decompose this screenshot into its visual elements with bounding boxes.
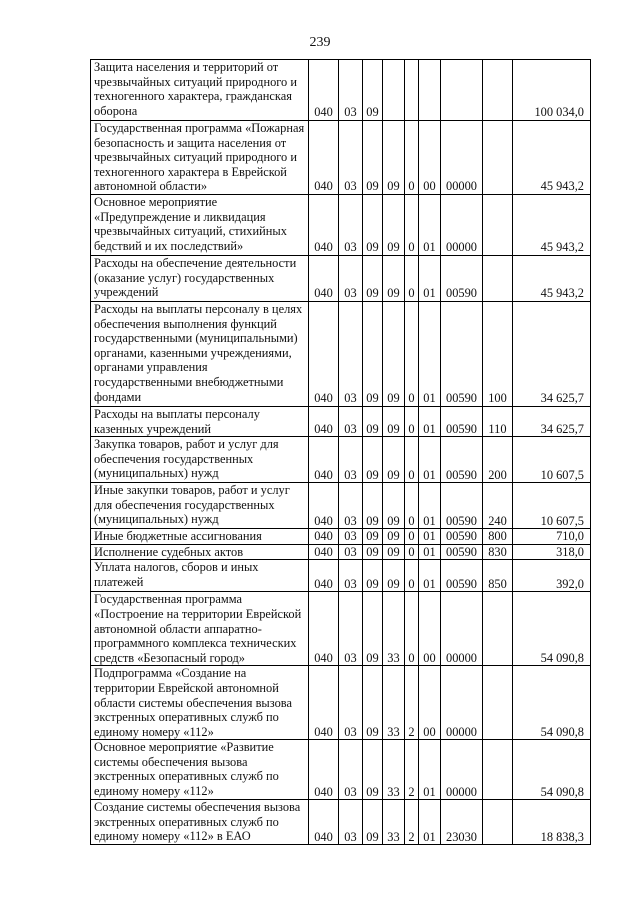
amount: 318,0: [513, 544, 591, 560]
direction-code: 00590: [441, 544, 483, 560]
amount: 392,0: [513, 560, 591, 592]
activity-code: 01: [419, 544, 441, 560]
program-code: 33: [383, 666, 405, 740]
subsection-code: 09: [363, 121, 383, 195]
section-code: 03: [339, 529, 363, 545]
direction-code: 00000: [441, 121, 483, 195]
program-code: 09: [383, 121, 405, 195]
ministry-code: 040: [309, 60, 339, 121]
row-name: Расходы на выплаты персоналу в целях обеспечения выполнения функций государственными (муниципальными) органами, казенными учреждениями, органами управления государственными внебюджетными фондами: [91, 301, 309, 406]
program-code: 09: [383, 437, 405, 483]
row-name: Создание системы обеспечения вызова экстренных оперативных служб по единому номеру «112» в ЕАО: [91, 800, 309, 845]
budget-table: [90, 59, 591, 845]
section-code: 03: [339, 255, 363, 301]
section-code: 03: [339, 800, 363, 845]
program-code: 33: [383, 800, 405, 845]
ministry-code: 040: [309, 800, 339, 845]
expense-type-code: 830: [483, 544, 513, 560]
subsection-code: 09: [363, 800, 383, 845]
section-code: 03: [339, 301, 363, 406]
program-code: 09: [383, 301, 405, 406]
ministry-code: 040: [309, 301, 339, 406]
row-name: Иные закупки товаров, работ и услуг для обеспечения государственных (муниципальных) нужд: [91, 483, 309, 529]
activity-code: 00: [419, 592, 441, 666]
amount: 10 607,5: [513, 483, 591, 529]
table-row: [91, 60, 591, 121]
table-row: [91, 437, 591, 483]
subprogram-code: 0: [405, 544, 419, 560]
activity-code: 00: [419, 121, 441, 195]
subprogram-code: 0: [405, 483, 419, 529]
ministry-code: 040: [309, 529, 339, 545]
amount: 45 943,2: [513, 194, 591, 255]
subsection-code: 09: [363, 437, 383, 483]
subsection-code: 09: [363, 529, 383, 545]
row-name: Уплата налогов, сборов и иных платежей: [91, 560, 309, 592]
subsection-code: 09: [363, 740, 383, 800]
section-code: 03: [339, 544, 363, 560]
section-code: 03: [339, 592, 363, 666]
expense-type-code: [483, 60, 513, 121]
amount: 710,0: [513, 529, 591, 545]
table-row: [91, 301, 591, 406]
table-row: [91, 544, 591, 560]
program-code: 09: [383, 194, 405, 255]
program-code: 09: [383, 406, 405, 436]
table-row: [91, 121, 591, 195]
program-code: 09: [383, 544, 405, 560]
table-row: [91, 255, 591, 301]
amount: 45 943,2: [513, 121, 591, 195]
subprogram-code: 2: [405, 740, 419, 800]
activity-code: 01: [419, 194, 441, 255]
direction-code: 00000: [441, 194, 483, 255]
table-row: [91, 529, 591, 545]
subprogram-code: 0: [405, 255, 419, 301]
direction-code: 00590: [441, 406, 483, 436]
activity-code: [419, 60, 441, 121]
expense-type-code: 850: [483, 560, 513, 592]
direction-code: 00000: [441, 666, 483, 740]
ministry-code: 040: [309, 406, 339, 436]
ministry-code: 040: [309, 437, 339, 483]
subprogram-code: 0: [405, 560, 419, 592]
subsection-code: 09: [363, 483, 383, 529]
expense-type-code: 200: [483, 437, 513, 483]
amount: 54 090,8: [513, 592, 591, 666]
subprogram-code: 0: [405, 529, 419, 545]
ministry-code: 040: [309, 255, 339, 301]
expense-type-code: [483, 740, 513, 800]
subprogram-code: 0: [405, 406, 419, 436]
expense-type-code: 100: [483, 301, 513, 406]
row-name: Расходы на обеспечение деятельности (оказание услуг) государственных учреждений: [91, 255, 309, 301]
amount: 10 607,5: [513, 437, 591, 483]
table-row: [91, 800, 591, 845]
ministry-code: 040: [309, 560, 339, 592]
subsection-code: 09: [363, 255, 383, 301]
ministry-code: 040: [309, 544, 339, 560]
ministry-code: 040: [309, 194, 339, 255]
table-row: [91, 560, 591, 592]
subsection-code: 09: [363, 592, 383, 666]
row-name: Иные бюджетные ассигнования: [91, 529, 309, 545]
row-name: Государственная программа «Пожарная безопасность и защита населения от чрезвычайных ситуаций природного и техногенного характера в Еврейской автономной области»: [91, 121, 309, 195]
section-code: 03: [339, 121, 363, 195]
subsection-code: 09: [363, 666, 383, 740]
ministry-code: 040: [309, 483, 339, 529]
expense-type-code: 240: [483, 483, 513, 529]
budget-table-body: [91, 60, 591, 845]
expense-type-code: [483, 121, 513, 195]
program-code: 09: [383, 560, 405, 592]
row-name: Исполнение судебных актов: [91, 544, 309, 560]
activity-code: 01: [419, 437, 441, 483]
row-name: Закупка товаров, работ и услуг для обеспечения государственных (муниципальных) нужд: [91, 437, 309, 483]
expense-type-code: [483, 800, 513, 845]
amount: 45 943,2: [513, 255, 591, 301]
amount: 18 838,3: [513, 800, 591, 845]
ministry-code: 040: [309, 592, 339, 666]
activity-code: 01: [419, 529, 441, 545]
program-code: 09: [383, 483, 405, 529]
direction-code: 00590: [441, 255, 483, 301]
section-code: 03: [339, 437, 363, 483]
amount: 34 625,7: [513, 301, 591, 406]
row-name: Государственная программа «Построение на территории Еврейской автономной области аппаратно-программного комплекса технических средств «Безопасный город»: [91, 592, 309, 666]
direction-code: 00590: [441, 560, 483, 592]
activity-code: 01: [419, 301, 441, 406]
section-code: 03: [339, 483, 363, 529]
table-row: [91, 406, 591, 436]
row-name: Основное мероприятие «Предупреждение и ликвидация чрезвычайных ситуаций, стихийных бедствий и их последствий»: [91, 194, 309, 255]
direction-code: 00590: [441, 301, 483, 406]
activity-code: 01: [419, 740, 441, 800]
activity-code: 01: [419, 406, 441, 436]
subprogram-code: 0: [405, 301, 419, 406]
ministry-code: 040: [309, 740, 339, 800]
subprogram-code: 0: [405, 194, 419, 255]
row-name: Основное мероприятие «Развитие системы обеспечения вызова экстренных оперативных служб по единому номеру «112»: [91, 740, 309, 800]
expense-type-code: [483, 666, 513, 740]
section-code: 03: [339, 740, 363, 800]
expense-type-code: [483, 255, 513, 301]
table-row: [91, 592, 591, 666]
table-row: [91, 740, 591, 800]
activity-code: 01: [419, 255, 441, 301]
section-code: 03: [339, 560, 363, 592]
direction-code: 00000: [441, 592, 483, 666]
activity-code: 01: [419, 560, 441, 592]
row-name: Защита населения и территорий от чрезвычайных ситуаций природного и техногенного характера, гражданская оборона: [91, 60, 309, 121]
section-code: 03: [339, 60, 363, 121]
direction-code: 00590: [441, 483, 483, 529]
table-row: [91, 483, 591, 529]
direction-code: 00000: [441, 740, 483, 800]
amount: 54 090,8: [513, 666, 591, 740]
ministry-code: 040: [309, 666, 339, 740]
row-name: Расходы на выплаты персоналу казенных учреждений: [91, 406, 309, 436]
expense-type-code: [483, 592, 513, 666]
amount: 100 034,0: [513, 60, 591, 121]
subprogram-code: 2: [405, 666, 419, 740]
subsection-code: 09: [363, 560, 383, 592]
subprogram-code: 2: [405, 800, 419, 845]
subprogram-code: [405, 60, 419, 121]
page-number: 239: [309, 35, 331, 50]
section-code: 03: [339, 406, 363, 436]
subsection-code: 09: [363, 194, 383, 255]
expense-type-code: 110: [483, 406, 513, 436]
subsection-code: 09: [363, 60, 383, 121]
subprogram-code: 0: [405, 121, 419, 195]
activity-code: 01: [419, 800, 441, 845]
program-code: 33: [383, 740, 405, 800]
program-code: 09: [383, 529, 405, 545]
direction-code: 00590: [441, 529, 483, 545]
table-row: [91, 666, 591, 740]
direction-code: 00590: [441, 437, 483, 483]
activity-code: 00: [419, 666, 441, 740]
amount: 54 090,8: [513, 740, 591, 800]
subprogram-code: 0: [405, 437, 419, 483]
section-code: 03: [339, 666, 363, 740]
program-code: 33: [383, 592, 405, 666]
subprogram-code: 0: [405, 592, 419, 666]
subsection-code: 09: [363, 301, 383, 406]
program-code: 09: [383, 255, 405, 301]
ministry-code: 040: [309, 121, 339, 195]
expense-type-code: 800: [483, 529, 513, 545]
direction-code: 23030: [441, 800, 483, 845]
table-row: [91, 194, 591, 255]
program-code: [383, 60, 405, 121]
row-name: Подпрограмма «Создание на территории Еврейской автономной области системы обеспечения вызова экстренных оперативных служб по единому номеру «112»: [91, 666, 309, 740]
subsection-code: 09: [363, 406, 383, 436]
activity-code: 01: [419, 483, 441, 529]
section-code: 03: [339, 194, 363, 255]
expense-type-code: [483, 194, 513, 255]
direction-code: [441, 60, 483, 121]
amount: 34 625,7: [513, 406, 591, 436]
subsection-code: 09: [363, 544, 383, 560]
